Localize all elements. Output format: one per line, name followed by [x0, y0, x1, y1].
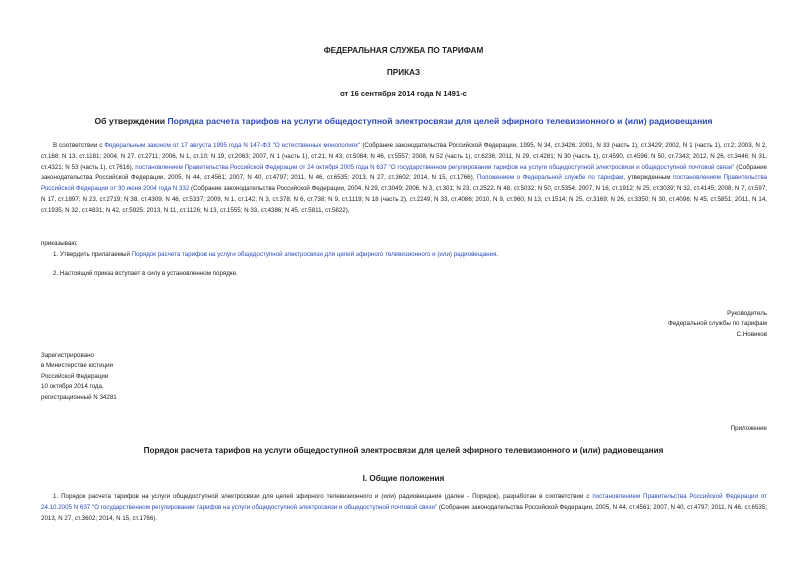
federal-law-link[interactable]: Федеральным законом от 17 августа 1995 года N 147-ФЗ "О естественных монополиях" [104, 142, 361, 149]
agency-heading: ФЕДЕРАЛЬНАЯ СЛУЖБА ПО ТАРИФАМ [323, 46, 484, 55]
signature-block [668, 309, 767, 340]
preamble-text-5: (Собрание законодательства Российской Федерации, 2004, N 29, ст.3049; 2006, N 3, ст.301; N 23, ст.2522; N 48, ст.5032; N 50, ст.5354; 2007, N 16, ст.1912; N 25, ст.3039; N 32, ст.4145; 2008, N 7, ст.597; N 17, ст.1897; N 23, ст.2719; N 38, ст.4309; N 46, ст.5337; 2009, N 1, ст.142; N 3, ст.378; N 6, ст.738; N 9, ст.1119; N 18 (часть 2), ст.2249; N 33, ст.4086; 2010, N 9, ст.960; N 13, ст.1514; N 25, ст.3169; N 26, ст.3350; N 30, ст.4096; N 45, ст.5851; 2011, N 14, ст.1935; N 32, ст.4831; N 42, ст.5925; 2013, N 11, ст.1126; N 13, ст.1555; N 33, ст.4386; N 45, ст.5811, ст.5822), [41, 185, 767, 214]
appendix-text-2: (Собрание законодательства Российской Федерации, 2005, N 44, ст.4561; 2007, N 40, ст.4797; 2011, N 46, ст.6535; 2013, N 27, ст.3602; 2014, N 15, ст.1766). [41, 503, 767, 522]
section-heading: I. Общие положения [362, 474, 445, 483]
registration-line-5: регистрационный N 34281 [41, 393, 117, 401]
appendix-title: Порядок расчета тарифов на услуги общедоступной электросвязи для целей эфирного телевизионного и (или) радиовещания [143, 446, 664, 455]
registration-line-1: Зарегистрировано [41, 352, 94, 359]
preamble-text-2: (Собрание законодательства Российской Федерации, 1995, N 34, ст.3426; 2001, N 33 (часть 1), ст.3429; 2002, N 1 (часть 1), ст.2; 2003, N 2, ст.168; N 13, ст.1181; 2004, N 27, ст.2711; 2006, N 1, ст.10; N 19, ст.2063; 2007, N 1 (часть 1), ст.21; N 43, ст.5084; N 46, ст.5557; 2008, N 52 (часть 1), ст.6236; 2011, N 29, ст.4281; N 30 (часть 1), ст.4590, ст.4596; N 50, ст.7343; 2012, N 26, ст.3446; N 31, ст.4321; N 53 (часть 1), ст.7616), [41, 142, 767, 171]
order-item-1-suffix: . [496, 251, 499, 258]
appendix-decree-link[interactable]: постановлением Правительства Российской Федерации от 24.10.2005 N 637 "О государственном регулировании тарифов на услуги общедоступной электросвязи и общедоступной почтовой связи" [41, 493, 767, 511]
order-verb: приказываю: [41, 240, 78, 247]
preamble-text-4: , утвержденным [623, 174, 674, 182]
doc-title-prefix: Об утверждении [94, 116, 168, 126]
fst-regulation-link[interactable]: Положением о Федеральной службе по тарифам [477, 174, 624, 182]
order-item-2: 2. Настоящий приказ вступает в силу в установленном порядке. [53, 270, 238, 277]
preamble-paragraph [41, 141, 767, 217]
doc-title [0, 116, 807, 126]
registration-block [41, 351, 117, 403]
procedure-link[interactable]: Порядок расчета тарифов на услуги общедоступной электросвязи для целей эфирного телевизионного и (или) радиовещания [131, 251, 497, 258]
doc-title-link[interactable]: Порядка расчета тарифов на услуги общедоступной электросвязи для целей эфирного телевизионного и (или) радиовещания [167, 116, 713, 126]
doc-type-heading: ПРИКАЗ [386, 68, 421, 77]
signature-line-1: Руководитель [727, 310, 767, 317]
appendix-paragraph-1 [41, 492, 767, 524]
registration-line-4: 10 октября 2014 года, [41, 383, 104, 391]
government-decree-637-link[interactable]: постановлением Правительства Российской Федерации от 24 октября 2005 года N 637 "О государственном регулировании тарифов на услуги общедоступной электросвязи и общедоступной почтовой связи" [135, 163, 735, 171]
appendix-label: Приложение [730, 425, 767, 432]
preamble-text-3: (Собрание законодательства Российской Федерации, 2005, N 44, ст.4561; 2007, N 40, ст.4797; 2011, N 46, ст.6535; 2013, N 27, ст.3602; 2014, N 15, ст.1766), [41, 163, 767, 182]
appendix-text-1: 1. Порядок расчета тарифов на услуги общедоступной электросвязи для целей эфирного телевизионного и (или) радиовещания (далее - Порядок), разработан в соответствии с [53, 493, 593, 500]
registration-line-3: Российской Федерации [41, 372, 109, 380]
registration-line-2: в Министерстве юстиции [41, 362, 114, 370]
signature-line-3: С.Новиков [736, 330, 767, 338]
order-item-1 [53, 250, 767, 261]
preamble-text-1: В соответствии с [53, 142, 105, 149]
doc-date-number: от 16 сентября 2014 года N 1491-с [340, 89, 467, 98]
order-item-1-prefix: 1. Утвердить прилагаемый [53, 251, 132, 258]
government-decree-332-link[interactable]: постановлением Правительства Российской Федерации от 30 июня 2004 года N 332 [41, 174, 767, 193]
signature-line-2: Федеральной службы по тарифам [668, 320, 767, 328]
